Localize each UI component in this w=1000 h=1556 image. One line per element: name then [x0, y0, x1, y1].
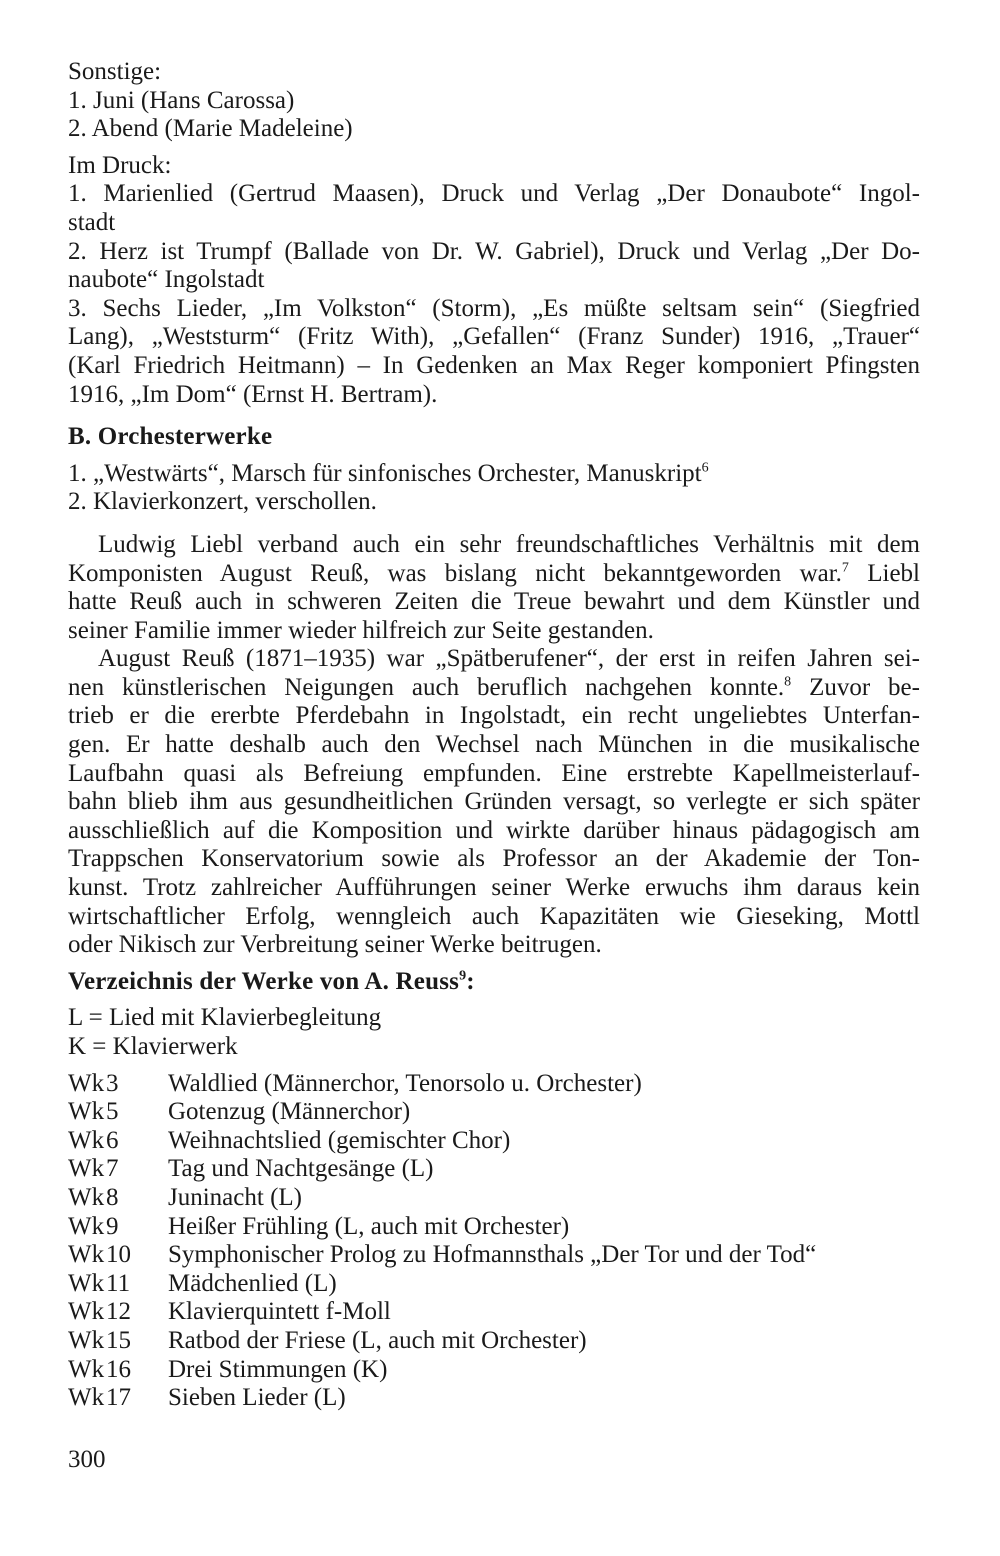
work-title: Tag und Nachtgesänge (L) — [168, 1155, 434, 1183]
work-number — [68, 1241, 168, 1270]
work-prefix: Wk — [68, 1269, 105, 1297]
work-row — [68, 1241, 920, 1270]
im-druck-heading: Im Druck: — [68, 151, 172, 179]
paragraph-line: bahn blieb ihm aus gesundheitlichen Gründen versagt, so verlegte er sich später — [68, 788, 920, 816]
im-druck-item-1-line: 1. Marienlied (Gertrud Maasen), Druck und Verlag „Der Donaubote“ Ingol- — [68, 180, 920, 208]
work-number — [68, 1127, 168, 1156]
work-row — [68, 1155, 920, 1184]
page-number: 300 — [68, 1446, 106, 1473]
paragraph-text: Zuvor be- — [791, 673, 920, 701]
work-row — [68, 1270, 920, 1299]
work-number — [68, 1327, 168, 1356]
work-num: 12 — [106, 1298, 131, 1326]
work-title: Ratbod der Friese (L, auch mit Orchester) — [168, 1326, 587, 1354]
work-prefix: Wk — [68, 1069, 105, 1097]
work-prefix: Wk — [68, 1326, 105, 1354]
im-druck-item-1-line: stadt — [68, 208, 116, 236]
paragraph-line: Laufbahn quasi als Befreiung empfunden. Eine erstrebte Kapellmeisterlauf- — [68, 759, 920, 787]
work-title: Drei Stimmungen (K) — [168, 1355, 388, 1383]
paragraph-line: ausschließlich auf die Komposition und wirkte darüber hinaus pädagogisch am — [68, 816, 920, 844]
work-prefix: Wk — [68, 1212, 105, 1240]
sonstige-heading: Sonstige: — [68, 58, 162, 85]
work-title: Waldlied (Männerchor, Tenorsolo u. Orchester) — [168, 1069, 642, 1097]
werkverzeichnis-heading-text: Verzeichnis der Werke von A. Reuss — [68, 967, 460, 995]
work-number — [68, 1384, 168, 1413]
work-num: 17 — [106, 1384, 131, 1412]
work-row — [68, 1213, 920, 1242]
paragraph-line: Ludwig Liebl verband auch ein sehr freundschaftliches Verhältnis mit dem — [98, 530, 920, 558]
paragraph-line — [68, 674, 920, 703]
work-prefix: Wk — [68, 1241, 105, 1269]
paragraph-reuss — [68, 645, 920, 960]
paragraph-text: Liebl — [848, 559, 920, 587]
work-prefix: Wk — [68, 1298, 105, 1326]
werkverzeichnis-heading — [68, 968, 920, 997]
sonstige-item: 2. Abend (Marie Madeleine) — [68, 115, 353, 143]
work-num: 9 — [106, 1212, 119, 1240]
footnote-ref: 9 — [459, 968, 467, 984]
work-number — [68, 1356, 168, 1385]
work-title: Juninacht (L) — [168, 1183, 302, 1211]
im-druck-item-2-line: naubote“ Ingolstadt — [68, 266, 265, 294]
paragraph-line: Trappschen Konservatorium sowie als Professor an der Akademie der Ton- — [68, 845, 920, 873]
work-number — [68, 1213, 168, 1242]
im-druck-section — [68, 152, 920, 409]
sonstige-section — [68, 58, 920, 144]
work-row — [68, 1327, 920, 1356]
footnote-ref: 6 — [701, 460, 709, 476]
work-num: 3 — [106, 1069, 119, 1097]
orchesterwerke-item-text: 1. „Westwärts“, Marsch für sinfonisches Orchester, Manuskript — [68, 459, 702, 487]
paragraph-liebl — [68, 531, 920, 645]
work-title: Heißer Frühling (L, auch mit Orchester) — [168, 1212, 570, 1240]
work-title: Symphonischer Prolog zu Hofmannsthals „Der Tor und der Tod“ — [168, 1241, 817, 1269]
work-num: 15 — [106, 1326, 131, 1354]
im-druck-item-2-line: 2. Herz ist Trumpf (Ballade von Dr. W. Gabriel), Druck und Verlag „Der Do- — [68, 237, 920, 265]
work-number — [68, 1070, 168, 1099]
work-num: 8 — [106, 1183, 119, 1211]
work-title: Sieben Lieder (L) — [168, 1384, 346, 1412]
work-number — [68, 1184, 168, 1213]
paragraph-line: kunst. Trotz zahlreicher Aufführungen seiner Werke erwuchs ihm daraus kein — [68, 874, 920, 902]
work-title: Weihnachtslied (gemischter Chor) — [168, 1126, 511, 1154]
work-prefix: Wk — [68, 1155, 105, 1183]
work-number — [68, 1270, 168, 1299]
im-druck-item-3-line: 1916, „Im Dom“ (Ernst H. Bertram). — [68, 380, 438, 408]
work-title: Gotenzug (Männerchor) — [168, 1098, 411, 1126]
paragraph-line: August Reuß (1871–1935) war „Spätberufener“, der erst in reifen Jahren sei- — [98, 645, 920, 673]
legend-klavierwerk: K = Klavierwerk — [68, 1033, 238, 1060]
work-row — [68, 1127, 920, 1156]
orchesterwerke-section — [68, 423, 920, 517]
work-row — [68, 1356, 920, 1385]
sonstige-item: 1. Juni (Hans Carossa) — [68, 86, 295, 114]
work-row — [68, 1184, 920, 1213]
work-num: 6 — [106, 1126, 119, 1154]
paragraph-line: hatte Reuß auch in schweren Zeiten die Treue bewahrt und dem Künstler und — [68, 588, 920, 616]
work-prefix: Wk — [68, 1355, 105, 1383]
werkverzeichnis-section — [68, 968, 920, 1413]
paragraph-text: Komponisten August Reuß, was bislang nicht bekanntgeworden war. — [68, 559, 842, 587]
paragraph-text: nen künstlerischen Neigungen auch beruflich nachgehen konnte. — [68, 673, 785, 701]
work-num: 5 — [106, 1098, 119, 1126]
paragraph-line — [68, 560, 920, 589]
page-body — [68, 58, 920, 1413]
paragraph-line: wirtschaftlicher Erfolg, wenngleich auch Kapazitäten wie Gieseking, Mottl — [68, 902, 920, 930]
footnote-ref: 7 — [841, 560, 849, 576]
orchesterwerke-heading: B. Orchesterwerke — [68, 423, 273, 451]
work-prefix: Wk — [68, 1384, 105, 1412]
orchesterwerke-item: 2. Klavierkonzert, verschollen. — [68, 488, 377, 516]
paragraph-line: oder Nikisch zur Verbreitung seiner Werke beitrugen. — [68, 931, 602, 959]
work-row — [68, 1070, 920, 1099]
work-number — [68, 1098, 168, 1127]
works-list — [68, 1070, 920, 1413]
work-title: Mädchenlied (L) — [168, 1269, 337, 1297]
work-row — [68, 1098, 920, 1127]
work-title: Klavierquintett f-Moll — [168, 1298, 391, 1326]
paragraph-line: seiner Familie immer wieder hilfreich zur Seite gestanden. — [68, 616, 654, 644]
paragraph-line: gen. Er hatte deshalb auch den Wechsel nach München in die musikalische — [68, 731, 920, 759]
orchesterwerke-item — [68, 460, 920, 489]
work-prefix: Wk — [68, 1183, 105, 1211]
work-row — [68, 1384, 920, 1413]
paragraph-line: trieb er die ererbte Pferdebahn in Ingolstadt, ein recht ungeliebtes Unterfan- — [68, 702, 920, 730]
work-prefix: Wk — [68, 1126, 105, 1154]
work-num: 7 — [106, 1155, 119, 1183]
work-prefix: Wk — [68, 1098, 105, 1126]
work-number — [68, 1298, 168, 1327]
im-druck-item-3-line: 3. Sechs Lieder, „Im Volkston“ (Storm), „Es müßte seltsam sein“ (Siegfried — [68, 294, 920, 322]
work-num: 10 — [106, 1241, 131, 1269]
im-druck-item-3-line: (Karl Friedrich Heitmann) – In Gedenken an Max Reger komponiert Pfingsten — [68, 351, 920, 379]
legend-lied: L = Lied mit Klavierbegleitung — [68, 1004, 382, 1032]
work-number — [68, 1155, 168, 1184]
im-druck-item-3-line: Lang), „Weststurm“ (Fritz With), „Gefallen“ (Franz Sunder) 1916, „Trauer“ — [68, 323, 920, 351]
work-num: 11 — [106, 1269, 131, 1297]
work-num: 16 — [106, 1355, 131, 1383]
footnote-ref: 8 — [784, 674, 792, 690]
work-row — [68, 1298, 920, 1327]
werkverzeichnis-heading-colon: : — [466, 967, 475, 995]
